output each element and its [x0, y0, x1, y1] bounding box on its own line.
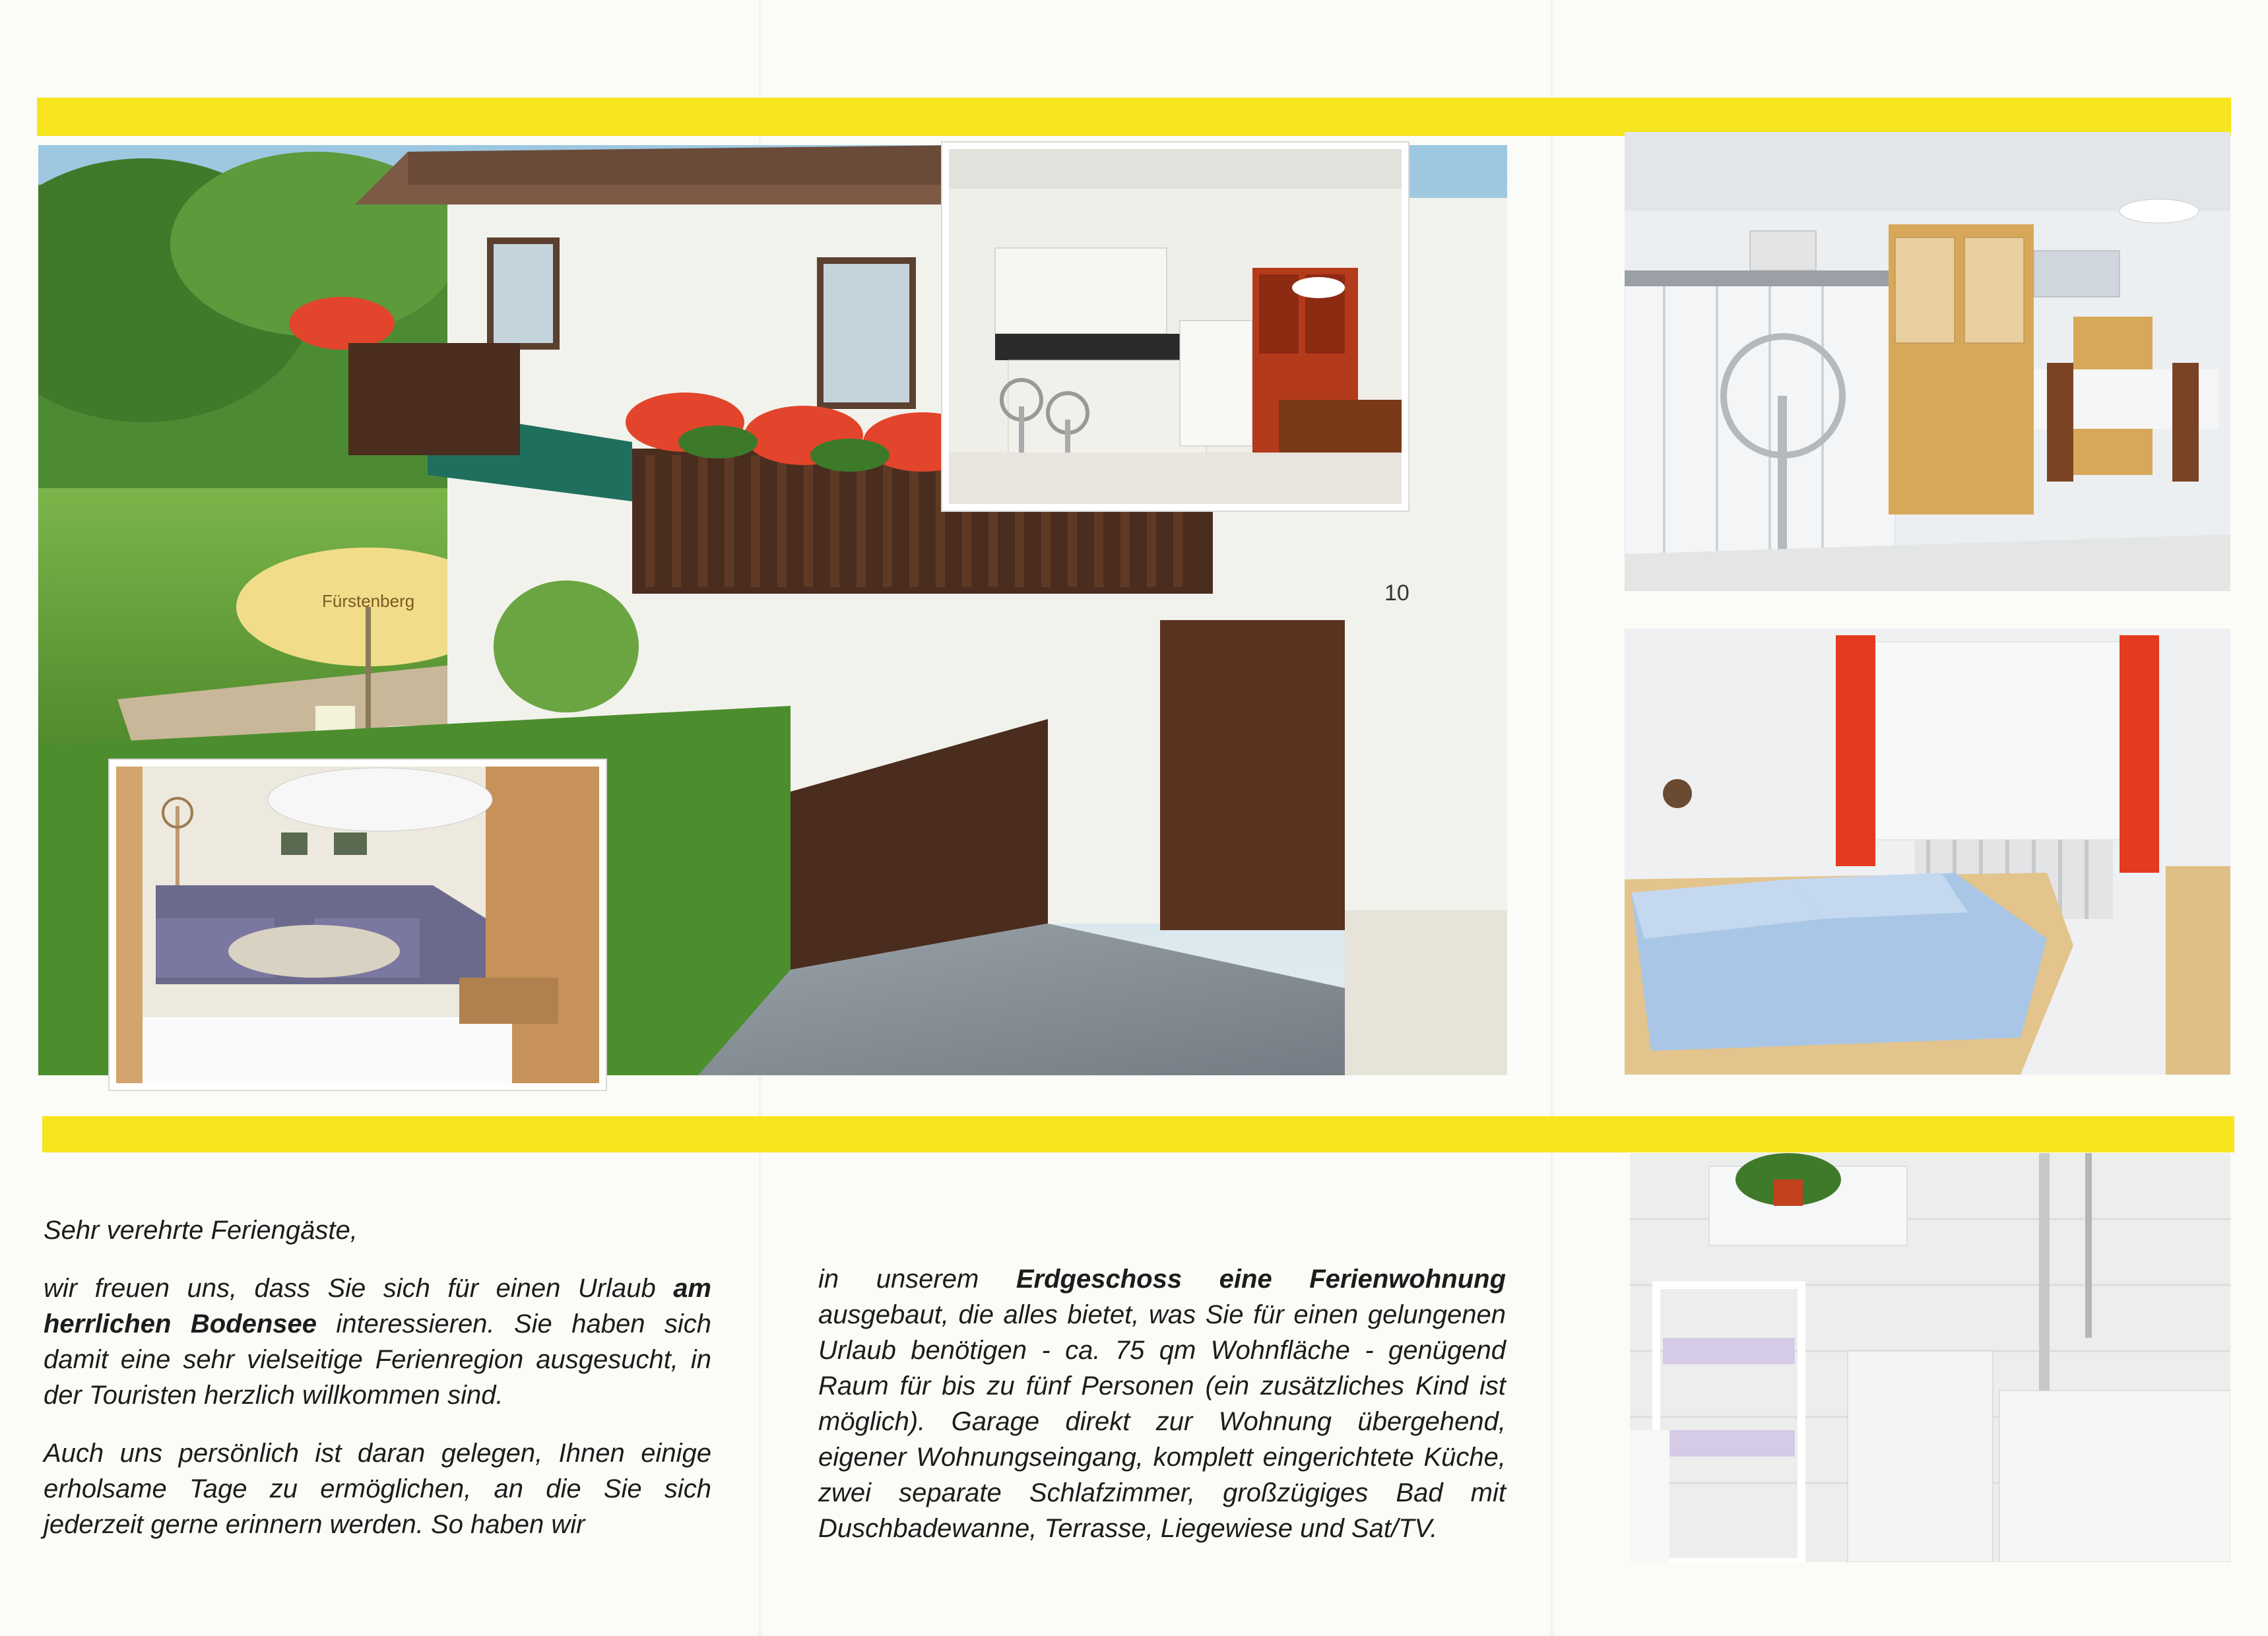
- details-end: ausgebaut, die alles bietet, was Sie für einen gelungenen Urlaub benötigen - ca. 75 qm Wohnfläche - genügend Raum für bis zu fünf Personen (ein zusätzliches Kind ist möglich). Garage direkt zur Wohnung übergehend, eigener Wohnungseingang, komplett eingerichtete Küche, zwei separate Schlafzimmer, großzügiges Bad mit Duschbadewanne, Terrasse, Liegewiese und Sat/TV.: [818, 1300, 1506, 1543]
- details-paragraph: [818, 1261, 1506, 1546]
- greeting: Sehr verehrte Feriengäste,: [44, 1216, 358, 1245]
- top-yellow-bar: [37, 98, 2231, 136]
- middle-yellow-bar: [42, 1116, 2234, 1152]
- intro-p1-end: interessieren. Sie haben sich damit eine sehr vielseitige Ferienregion ausgesucht, in der Touristen herzlich willkommen sind.: [44, 1309, 711, 1410]
- living-room-inset-photo: [110, 760, 606, 1090]
- intro-paragraph-2: Auch uns persönlich ist daran gelegen, Ihnen einige erholsame Tage zu ermöglichen, an die Sie sich jederzeit gerne erinnern werden. So haben wir: [44, 1439, 711, 1539]
- intro-text-column: [44, 1212, 711, 1565]
- dining-room-photo: [1625, 132, 2230, 591]
- kitchen-inset-photo: [942, 142, 1408, 511]
- bedroom-photo: [1625, 629, 2230, 1075]
- intro-p1-bold: am herrlichen Bodensee: [44, 1274, 711, 1338]
- intro-paragraph-1: [44, 1271, 711, 1413]
- details-bold: Erdgeschoss eine Ferienwohnung: [1016, 1265, 1506, 1294]
- house-number: 10: [1384, 581, 1409, 606]
- bathroom-photo: [1630, 1153, 2230, 1562]
- details-start: in unserem: [818, 1265, 1016, 1294]
- intro-p1-start: wir freuen uns, dass Sie sich für einen Urlaub: [44, 1274, 674, 1303]
- details-text-column: [818, 1261, 1506, 1569]
- fold-line-right: [1551, 0, 1555, 1636]
- umbrella-text: Fürstenberg: [322, 591, 415, 611]
